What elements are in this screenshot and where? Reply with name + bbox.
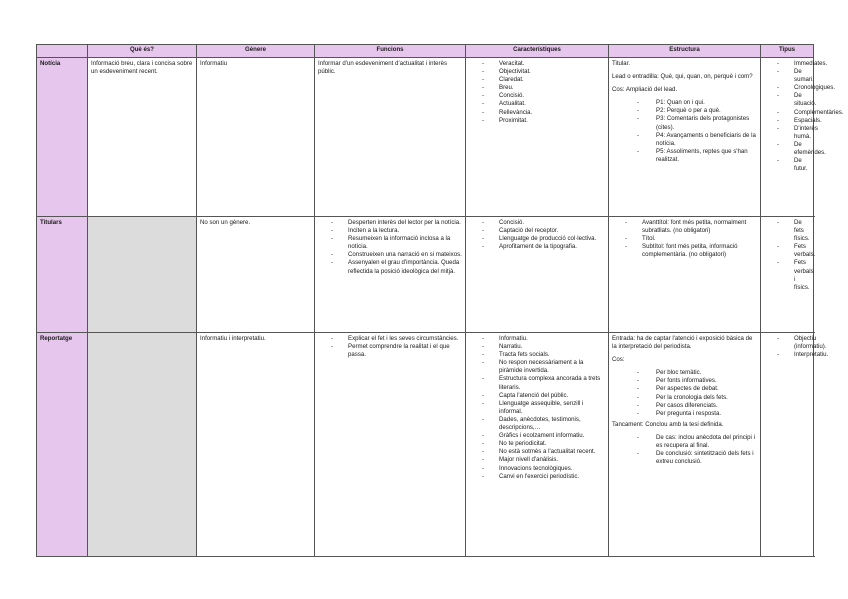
- noticia-estructura: [609, 58, 761, 217]
- list-item: - Informatiu.: [499, 335, 605, 343]
- summary-table: [36, 44, 844, 557]
- list-item: - Construeixen una narració en si mateixos.: [348, 251, 462, 259]
- list-item: - Breu.: [499, 84, 605, 92]
- list-item: - Avanttítol: font més petita, normalment subratllats. (no obligatori): [642, 219, 757, 235]
- list-item: - P3: Comentaris dels protagonistes (cites).: [656, 115, 757, 131]
- structure-list: [612, 434, 757, 466]
- types-list: [764, 335, 829, 359]
- structure-paragraph: Entrada: ha de captar l'atenció i exposició bàsica de la interpretació del periodista.: [612, 335, 753, 351]
- noticia-genere: Informatiu: [197, 58, 315, 217]
- list-item: - Objectivitat.: [499, 68, 605, 76]
- list-item: - De cas: inclou anècdota del principi i es recupera al final.: [656, 434, 757, 450]
- titulars-que-es: [88, 217, 197, 333]
- header-genere: Gènere: [197, 45, 315, 58]
- list-item: - Rellevància.: [499, 109, 605, 117]
- list-item: - De efemèrides.: [794, 141, 810, 157]
- list-item: - Resumeixen la informació inclosa a la notícia.: [348, 235, 462, 251]
- list-item: - Llenguatge de producció col·lectiva.: [499, 235, 605, 243]
- list-item: - Llenguatge assequible, senzill i informal.: [499, 400, 605, 416]
- row-titulars: [37, 217, 814, 333]
- list-item: - Per la cronologia dels fets.: [656, 394, 757, 402]
- list-item: - Subtítol: font més petita, informació complementària. (no obligatori): [642, 243, 757, 259]
- list-item: - Objectiu (informatiu).: [794, 335, 810, 351]
- structure-paragraph: Lead o entradilla: Qué, qui, quan, on, perquè i com?: [612, 73, 753, 81]
- list-item: - Espacials.: [794, 117, 810, 125]
- types-list: [764, 219, 816, 292]
- row-noticia: [37, 58, 814, 217]
- functions-list: [318, 219, 462, 276]
- list-item: - Per fonts informatives.: [656, 377, 757, 385]
- list-item: - Explicar el fet i les seves circumstàncies.: [348, 335, 462, 343]
- list-item: - De conclusió: sintetització dels fets i extreu conclusió.: [656, 450, 757, 466]
- structure-list: [612, 99, 757, 164]
- list-item: - Estructura complexa ancorada a trets literaris.: [499, 375, 605, 391]
- structure-paragraph: Cos: Ampliació del lead.: [612, 86, 678, 94]
- characteristics-list: [469, 219, 605, 251]
- list-item: - Innovacions tecnològiques.: [499, 465, 605, 473]
- characteristics-list: [469, 335, 605, 481]
- header-estructura: Estructura: [609, 45, 761, 58]
- types-list: [764, 60, 844, 173]
- list-item: - Proximitat.: [499, 117, 605, 125]
- list-item: - Captació del receptor.: [499, 227, 605, 235]
- titulars-estructura: [609, 217, 761, 333]
- list-item: - Dades, anècdotes, testimonis, descripcions,…: [499, 416, 605, 432]
- list-item: - P1: Quan on i qui.: [656, 99, 757, 107]
- header-funcions: Funcions: [315, 45, 466, 58]
- titulars-caracteristiques: [466, 217, 609, 333]
- noticia-funcions: Informar d'un esdeveniment d'actualitat i interès públic.: [315, 58, 466, 217]
- list-item: - Immediates.: [794, 60, 810, 68]
- list-item: - D'interès humà.: [794, 125, 810, 141]
- list-item: - Cronològiques.: [794, 84, 810, 92]
- list-item: - Per aspectes de debat.: [656, 385, 757, 393]
- structure-paragraph: Cos:: [612, 356, 625, 364]
- list-item: - Actualitat.: [499, 100, 605, 108]
- list-item: - Fets verbals.: [794, 243, 810, 259]
- list-item: - Títol.: [642, 235, 757, 243]
- list-item: - Capta l'atenció del públic.: [499, 392, 605, 400]
- row-label-reportatge: Reportatge: [37, 333, 88, 557]
- row-label-titulars: Titulars: [37, 217, 88, 333]
- list-item: - Narratiu.: [499, 343, 605, 351]
- list-item: - De fets físics.: [794, 219, 810, 243]
- list-item: - Permet comprendre la realitat i el que passa.: [348, 343, 462, 359]
- reportatge-genere: Informatiu i interpretatiu.: [197, 333, 315, 557]
- list-item: - Major nivell d'anàlisis.: [499, 456, 605, 464]
- reportatge-que-es: [88, 333, 197, 557]
- header-row: [37, 45, 814, 58]
- structure-paragraph: Tancament: Conclou amb la tesi definida.: [612, 420, 724, 428]
- list-item: - Gràfics i ecolzament informatiu.: [499, 432, 605, 440]
- list-item: - Claredat.: [499, 76, 605, 84]
- titulars-tipus: [761, 217, 814, 333]
- list-item: - De futur.: [794, 157, 810, 173]
- list-item: - P5: Assoliments, reptes que s'han realitzat.: [656, 148, 757, 164]
- titulars-funcions: [315, 217, 466, 333]
- titulars-genere: No son un gènere.: [197, 217, 315, 333]
- list-item: - Aprofitament de la tipografia.: [499, 243, 605, 251]
- list-item: - Veracitat.: [499, 60, 605, 68]
- list-item: - Per casos diferenciats.: [656, 402, 757, 410]
- list-item: - Per bloc temàtic.: [656, 369, 757, 377]
- row-reportatge: [37, 333, 814, 557]
- structure-list: [612, 369, 757, 418]
- list-item: - Fets verbals i físics.: [794, 259, 810, 291]
- characteristics-list: [469, 60, 605, 125]
- header-corner: [37, 45, 88, 58]
- header-que-es: Què és?: [88, 45, 197, 58]
- list-item: - Inciten a la lectura.: [348, 227, 462, 235]
- list-item: - P2: Perquè o per a què.: [656, 107, 757, 115]
- list-item: - No està sotmès a l'actualitat recent.: [499, 448, 605, 456]
- header-tipus: Tipus: [761, 45, 814, 58]
- reportatge-funcions: [315, 333, 466, 557]
- noticia-tipus: [761, 58, 844, 217]
- list-item: - Concisió.: [499, 219, 605, 227]
- functions-list: [318, 335, 462, 359]
- list-item: - Concisió.: [499, 92, 605, 100]
- header-caracteristiques: Característiques: [466, 45, 609, 58]
- list-item: - P4: Avançaments o beneficiaris de la notícia.: [656, 132, 757, 148]
- list-item: - Canvi en l'exercici periodístic.: [499, 473, 605, 481]
- list-item: - De situació.: [794, 92, 810, 108]
- list-item: - Assenyalen el grau d'importància. Queda reflectida la posició ideològica del mitjà.: [348, 259, 462, 275]
- list-item: - No te periodicitat.: [499, 440, 605, 448]
- row-label-noticia: Notícia: [37, 58, 88, 217]
- noticia-que-es: Informació breu, clara i concisa sobre un esdeveniment recent.: [88, 58, 197, 217]
- reportatge-caracteristiques: [466, 333, 609, 557]
- list-item: - No respon necessàriament a la piràmide invertida.: [499, 359, 605, 375]
- reportatge-tipus: [761, 333, 829, 557]
- list-item: - De sumari.: [794, 68, 810, 84]
- list-item: - Desperten interès del lector per la notícia.: [348, 219, 462, 227]
- list-item: - Complementàries.: [794, 109, 810, 117]
- list-item: - Per pregunta i resposta.: [656, 410, 757, 418]
- reportatge-estructura: [609, 333, 761, 557]
- list-item: - Interpretatiu.: [794, 351, 810, 359]
- structure-list: [612, 219, 757, 259]
- noticia-caracteristiques: [466, 58, 609, 217]
- list-item: - Tracta fets socials.: [499, 351, 605, 359]
- structure-paragraph: Titular.: [612, 60, 631, 67]
